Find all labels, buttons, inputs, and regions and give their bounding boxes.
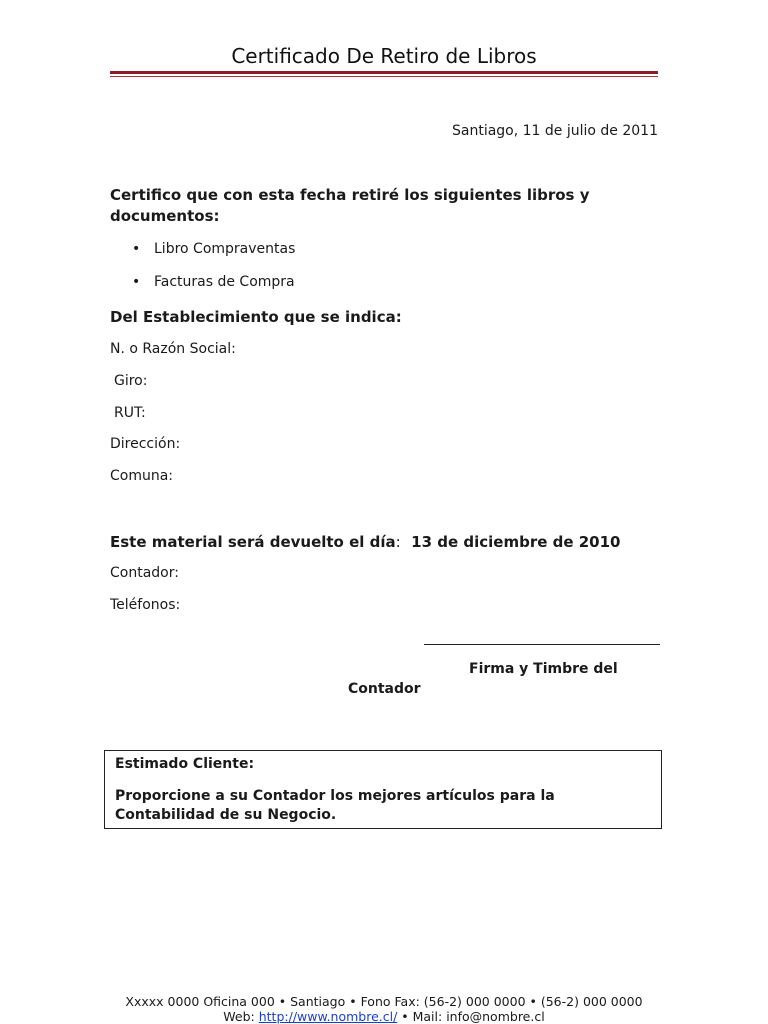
return-date: 13 de diciembre de 2010 [411, 533, 621, 551]
website-link[interactable]: http://www.nombre.cl/ [258, 1009, 398, 1024]
telefonos-label: Teléfonos: [110, 597, 181, 613]
direccion-label: Dirección: [110, 436, 181, 452]
notice-box [104, 750, 662, 829]
return-line [110, 533, 621, 551]
list-item [132, 241, 295, 257]
contador-label: Contador: [110, 565, 179, 581]
document-date: Santiago, 11 de julio de 2011 [451, 123, 658, 139]
certification-statement: Certifico que con esta fecha retiré los siguientes libros y documentos: [110, 186, 590, 225]
giro-label: Giro: [114, 373, 148, 389]
rut-label: RUT: [114, 405, 146, 421]
footer-contact [0, 1009, 768, 1024]
title-rule-thick [110, 71, 658, 74]
establishment-heading: Del Establecimiento que se indica: [110, 308, 402, 326]
list-item [132, 274, 295, 290]
footer-web-label: Web: [223, 1009, 255, 1024]
title-rule-thin [110, 76, 658, 77]
signature-label-contador: Contador [348, 681, 421, 697]
comuna-label: Comuna: [110, 468, 174, 484]
bullet-icon: • [132, 274, 141, 290]
return-label: Este material será devuelto el día [110, 533, 396, 551]
footer-mail: • Mail: info@nombre.cl [397, 1009, 545, 1024]
return-colon: : [395, 533, 401, 551]
item-label: Libro Compraventas [154, 241, 296, 257]
notice-body: Proporcione a su Contador los mejores artículos para la Contabilidad de su Negocio. [115, 788, 555, 823]
footer-address: Xxxxx 0000 Oficina 000 • Santiago • Fono Fax: (56-2) 000 0000 • (56-2) 000 0000 [125, 994, 643, 1009]
item-label: Facturas de Compra [154, 274, 295, 290]
signature-label: Firma y Timbre del [469, 661, 618, 677]
razon-social-label: N. o Razón Social: [110, 341, 236, 357]
notice-heading: Estimado Cliente: [115, 756, 255, 772]
page-title: Certificado De Retiro de Libros [231, 44, 537, 68]
signature-line [424, 634, 660, 645]
bullet-icon: • [132, 241, 141, 257]
